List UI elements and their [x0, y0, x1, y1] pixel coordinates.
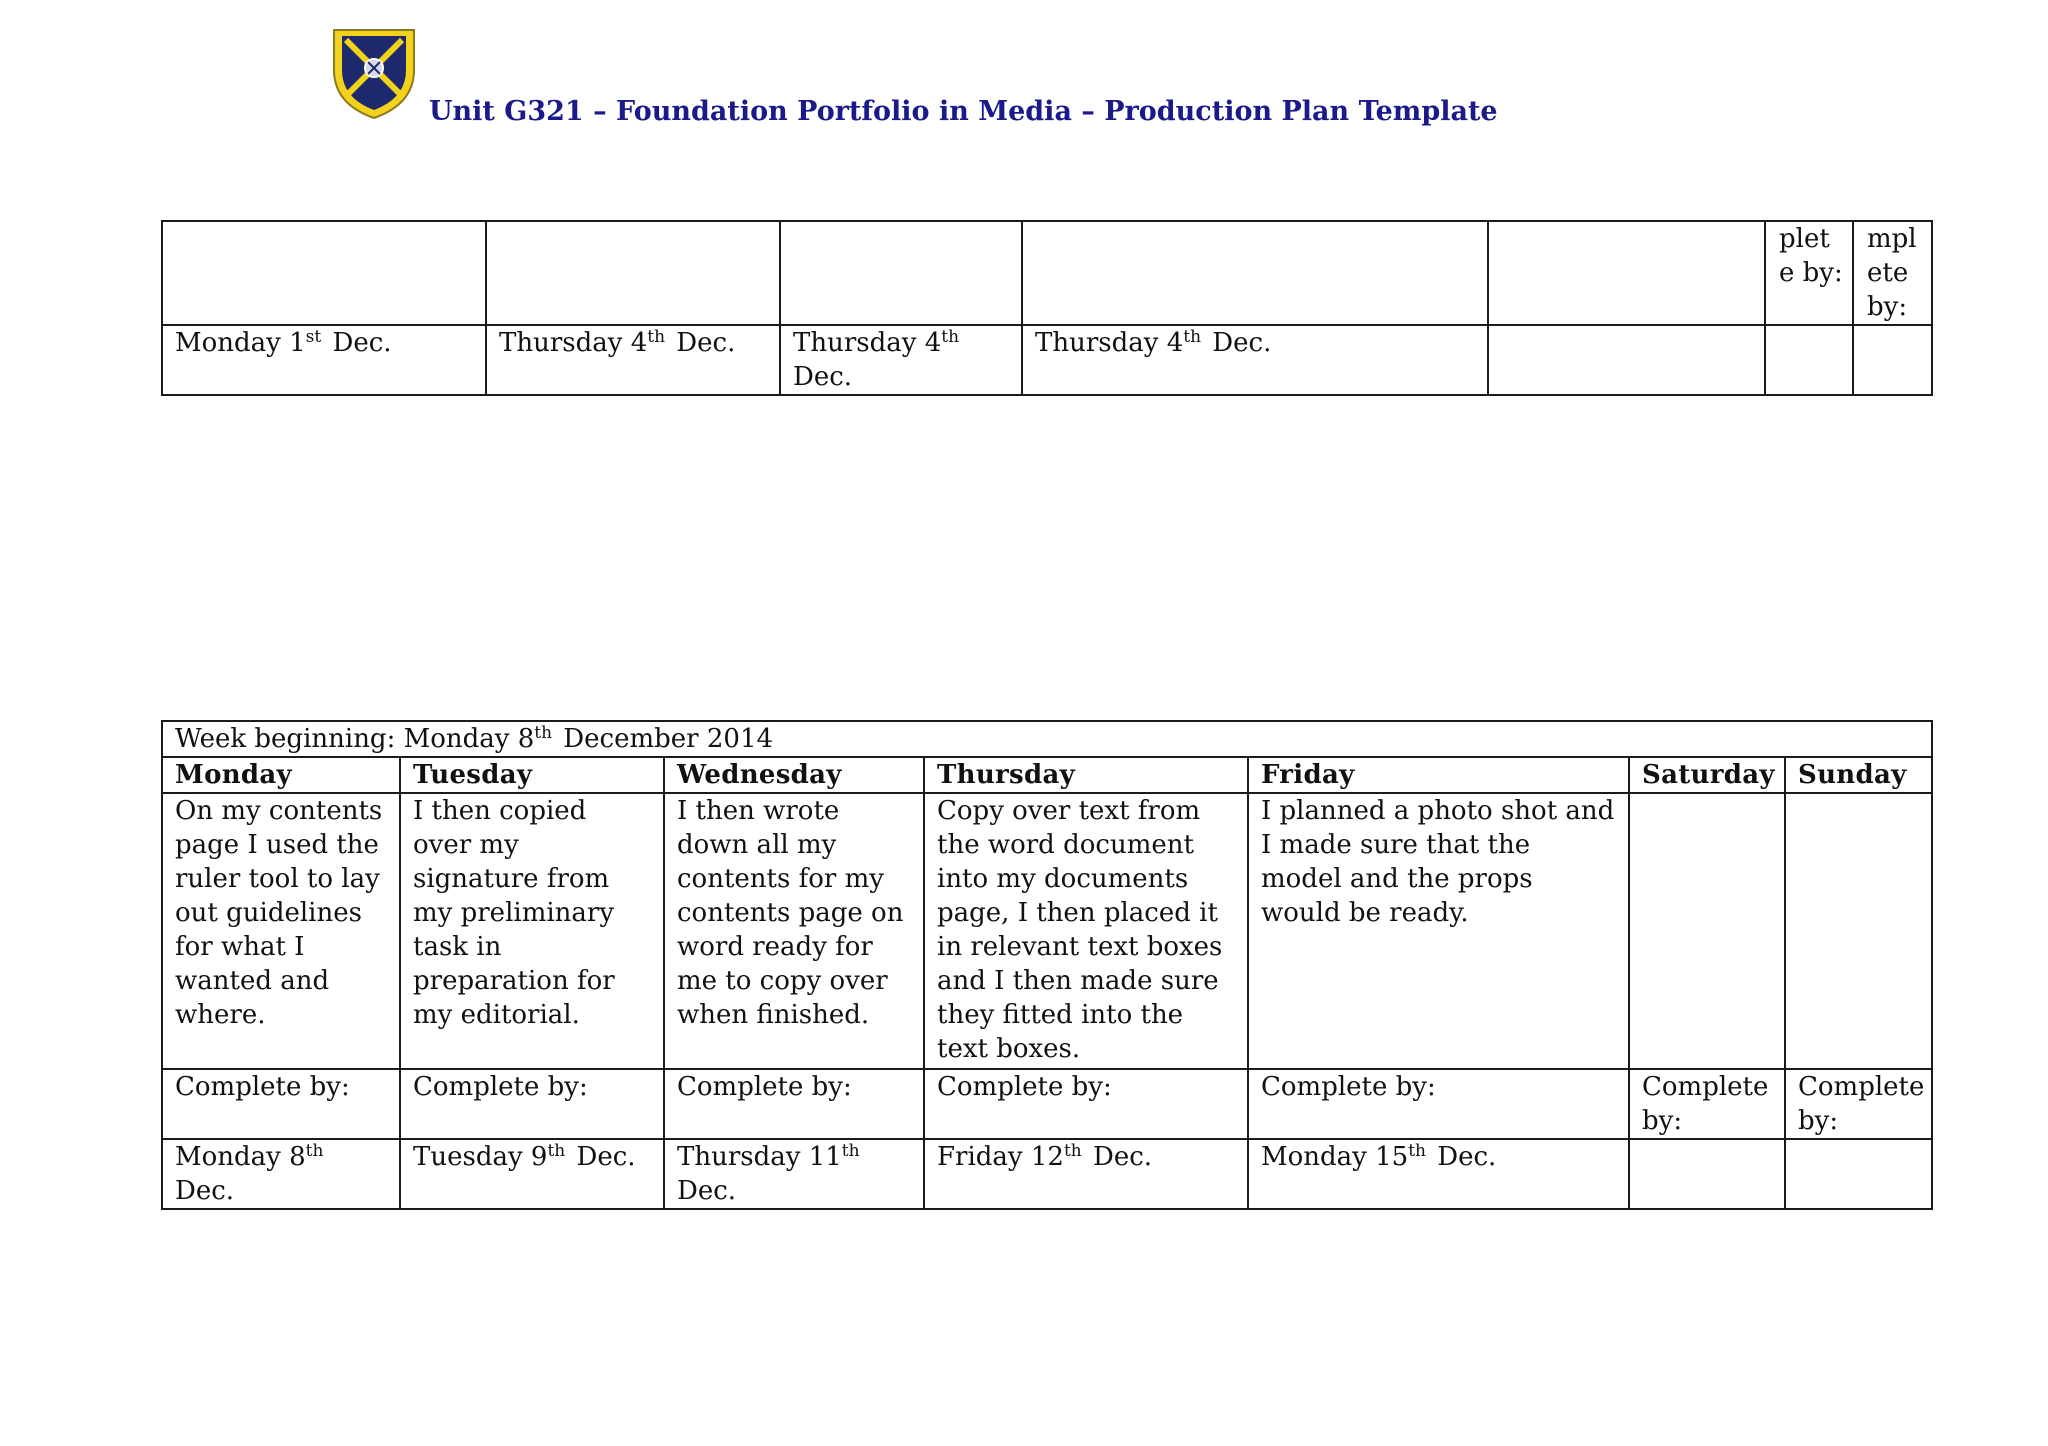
table-row — [162, 325, 1932, 395]
day-header-saturday: Saturday — [1629, 757, 1785, 793]
week-beginning-cell: Week beginning: Monday 8th December 2014 — [162, 721, 1932, 757]
date-cell: Tuesday 9th Dec. — [400, 1139, 664, 1209]
complete-by-label: Complete by: — [1629, 1069, 1785, 1139]
date-cell — [1488, 325, 1765, 395]
table-cell — [780, 221, 1022, 325]
task-cell-saturday — [1629, 793, 1785, 1069]
date-cell: Thursday 4th Dec. — [780, 325, 1022, 395]
table-cell — [1022, 221, 1488, 325]
task-cell-friday: I planned a photo shot and I made sure that the model and the props would be ready. — [1248, 793, 1629, 1069]
production-plan-table-week-8-dec — [161, 720, 1933, 1210]
day-header-friday: Friday — [1248, 757, 1629, 793]
complete-by-label: Complete by: — [162, 1069, 400, 1139]
day-header-wednesday: Wednesday — [664, 757, 924, 793]
task-cell-tuesday: I then copied over my signature from my preliminary task in preparation for my editorial. — [400, 793, 664, 1069]
table-row — [162, 1139, 1932, 1209]
complete-by-label: Complete by: — [1785, 1069, 1932, 1139]
table-cell — [486, 221, 780, 325]
complete-by-label: Complete by: — [1248, 1069, 1629, 1139]
date-cell: Friday 12th Dec. — [924, 1139, 1248, 1209]
date-cell: Thursday 11th Dec. — [664, 1139, 924, 1209]
table-row — [162, 721, 1932, 757]
date-cell — [1765, 325, 1853, 395]
table-cell — [1488, 221, 1765, 325]
table-header-row — [162, 757, 1932, 793]
task-cell-thursday: Copy over text from the word document into my documents page, I then placed it in relevant text boxes and I then made sure they fitted into the text boxes. — [924, 793, 1248, 1069]
complete-by-label: Complete by: — [924, 1069, 1248, 1139]
date-cell — [1853, 325, 1932, 395]
date-cell: Monday 1st Dec. — [162, 325, 486, 395]
complete-by-label-truncated: plet e by: — [1765, 221, 1853, 325]
table-row — [162, 221, 1932, 325]
complete-by-label: Complete by: — [664, 1069, 924, 1139]
day-header-monday: Monday — [162, 757, 400, 793]
day-header-tuesday: Tuesday — [400, 757, 664, 793]
task-cell-monday: On my contents page I used the ruler tool to lay out guidelines for what I wanted and where. — [162, 793, 400, 1069]
production-plan-table-previous-week — [161, 220, 1933, 396]
task-cell-wednesday: I then wrote down all my contents for my contents page on word ready for me to copy over when finished. — [664, 793, 924, 1069]
date-cell: Thursday 4th Dec. — [486, 325, 780, 395]
document-title: Unit G321 – Foundation Portfolio in Media – Production Plan Template — [429, 96, 1498, 127]
date-cell: Monday 8th Dec. — [162, 1139, 400, 1209]
table-cell — [162, 221, 486, 325]
complete-by-label: Complete by: — [400, 1069, 664, 1139]
day-header-thursday: Thursday — [924, 757, 1248, 793]
table-row — [162, 793, 1932, 1069]
date-cell: Thursday 4th Dec. — [1022, 325, 1488, 395]
school-crest-logo — [328, 22, 420, 122]
day-header-sunday: Sunday — [1785, 757, 1932, 793]
date-cell — [1629, 1139, 1785, 1209]
date-cell: Monday 15th Dec. — [1248, 1139, 1629, 1209]
table-row — [162, 1069, 1932, 1139]
task-cell-sunday — [1785, 793, 1932, 1069]
date-cell — [1785, 1139, 1932, 1209]
complete-by-label-truncated: mpl ete by: — [1853, 221, 1932, 325]
